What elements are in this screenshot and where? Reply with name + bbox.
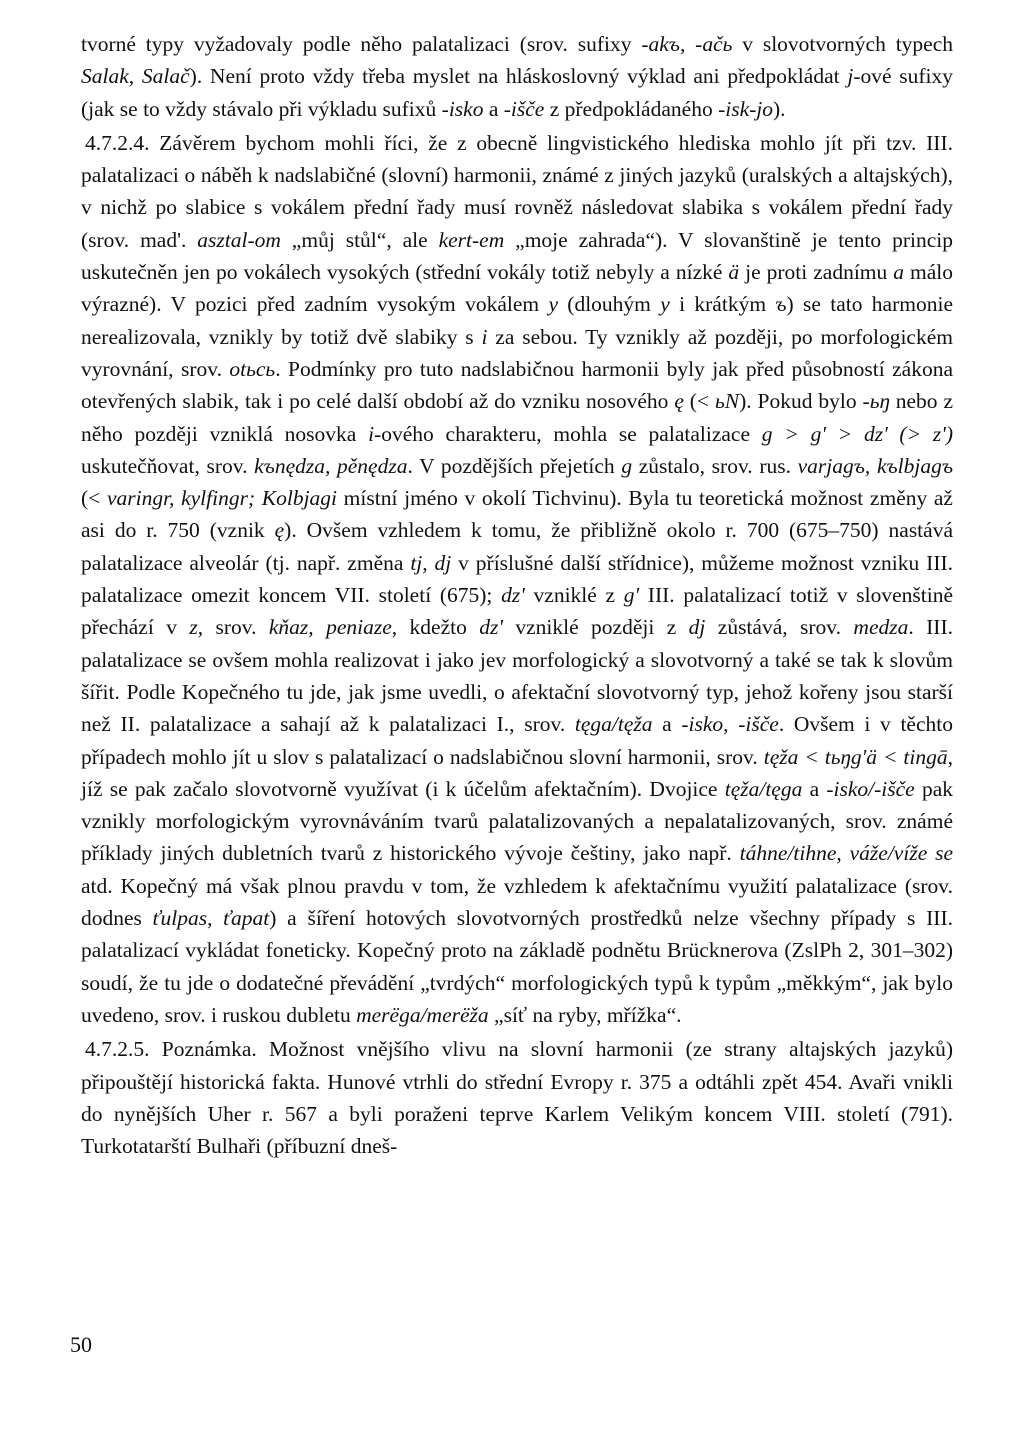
italic-term: ę [274,518,285,543]
italic-term: j [847,64,854,89]
italic-term: ťulpas, ťapat [152,906,270,931]
text-run: . Podmínky pro tuto nadslabičnou harmonii byly jak před působností zákona otevřených slabik, tak i po celé další období až do vzniku nosového [81,356,953,414]
italic-term: dj [688,615,706,640]
text-run: tvorné typy vyžadovaly podle něho palatalizaci (srov. sufixy [81,32,642,56]
italic-term: -isko [441,96,484,121]
italic-term: medza [853,615,909,640]
italic-term: tęža/tęga [724,776,803,801]
paragraph-4-7-2-5 [81,1033,953,1162]
text-run: uskutečňovat, srov. [81,453,255,478]
text-run: -ového charakteru, mohla se palatalizace [374,421,762,446]
text-run: a [652,712,682,737]
italic-term: ä [728,260,740,285]
text-run: ). Ovšem vzhledem k tomu, že přibližně okolo r. 700 (675–750) nastává palatalizace alveolár (tj. např. změna [81,518,953,575]
text-run: . Ovšem i v těchto případech mohlo jít u slov s palatalizací o nadslabičnou slovní harmonii, srov. [81,712,953,769]
text-run: i krátkým [669,292,776,317]
text-run: , jíž se pak začalo slovotvorně využívat (i k účelům afektačním). Dvojice [81,744,953,801]
italic-term: tęža < tьŋg'ä < tingā [763,744,948,769]
italic-term: tj, dj [410,550,452,575]
italic-term: g > g' > dz' (> z') [761,421,953,446]
italic-term: -isko/-išče [826,776,915,801]
text-run: „moje zahrada“). V slovanštině je tento princip uskutečněn jen po vokálech vysokých (střední vokály totiž nebyly a nízké [81,227,953,285]
text-run: (< [81,486,107,511]
text-run: (< [683,389,715,414]
text-run: málo výrazné). V pozici před zadním vysokým vokálem [81,260,953,317]
text-run: III. palatalizací totiž v slovenštině přechází v [81,583,954,640]
paragraph-4-7-2-4 [81,127,953,1031]
text-run: ). Pokud bylo [739,389,863,414]
page-number: 50 [70,1332,92,1357]
text-run: ) se tato harmonie nerealizovala, vznikly by totiž dvě slabiky s [81,292,953,349]
italic-term: Salak, Salač [81,64,190,89]
italic-term: asztal-om [197,227,281,252]
italic-term: y [548,292,558,317]
italic-term: táhne/tihne, váže/víže se [739,841,953,866]
italic-term: a [893,260,904,285]
text-run: atd. Kopečný má však plnou pravdu v tom, že vzhledem k afektačnímu využití palatalizace (srov. dodnes [81,873,953,931]
italic-term: g' [623,583,640,608]
text-run: a [483,96,504,121]
text-run: zůstalo, srov. rus. [632,453,798,478]
text-run: v příslušné další střídnice), můžeme možnost vzniku III. palatalizace omezit koncem VII. století (675); [81,550,954,608]
italic-term: ę [674,389,684,414]
text-run: za sebou. Ty vznikly až později, po morfologickém vyrovnání, srov. [81,324,953,381]
text-run: , srov. [197,615,269,640]
text-run: pak vznikly morfologickým vyrovnáváním tvarů palatalizovaných a nepalatalizovaných, srov. známé příklady jiných dubletních tvarů z historického vývoje češtiny, jako např. [81,776,953,866]
italic-term: dz' [501,583,525,608]
text-run: je proti zadnímu [739,260,894,285]
italic-term: z [189,615,198,640]
italic-term: kert-em [438,227,505,252]
italic-term: -akъ, -ačь [641,32,733,56]
text-run: ). [773,96,786,121]
text-run: v slovotvorných typech [732,32,954,56]
italic-term: otьcь [229,356,276,381]
italic-term: y [660,292,670,317]
italic-term: kъnędza, pěnędza [254,453,408,478]
italic-term: g [621,453,633,478]
text-run: 4.7.2.5. Poznámka. Možnost vnějšího vlivu na slovní harmonii (ze strany altajských jazyků) připouštějí historická fakta. Hunové vtrhli do střední Evropy r. 375 a odtáhli zpět 454. Avaři vnikli do nynějších Uher r. 567 a byli poraženi teprve Karlem Velikým koncem VIII. století (791). Turkotatarští Bulhaři (příbuzní dneš- [81,1037,953,1159]
italic-term: -išče [503,96,545,121]
italic-term: dz' [479,615,503,640]
italic-term: -ьŋ [862,389,890,414]
italic-term: ъ [775,292,787,317]
italic-term: kňaz, peniaze [268,615,392,640]
italic-term: merëga/merëža [356,1002,489,1027]
text-run: ). Není proto vždy třeba myslet na hláskoslovný výklad ani předpokládat [189,64,848,89]
italic-term: varingr, kylfingr; Kolbjagi [106,486,338,511]
italic-term: ьN [714,389,740,414]
italic-term: tęga/tęža [574,712,653,737]
text-run: vzniklé později z [502,615,689,640]
text-run: z předpokládaného [544,96,719,121]
italic-term: i [481,324,488,349]
text-run: , kdežto [391,615,480,640]
italic-term: varjagъ, kъlbjagъ [797,453,953,478]
text-run: vzniklé z [524,583,624,608]
text-run: nebo z něho později vzniklá nosovka [81,389,953,446]
text-run: -ové sufixy (jak se to vždy stávalo při výkladu sufixů [81,64,953,121]
text-run: 4.7.2.4. Závěrem bychom mohli říci, že z obecně lingvistického hlediska mohlo jít při tzv. III. palatalizaci o náběh k nadslabičné (slovní) harmonii, známé z jiných jazyků (uralských a altajských), v nichž po slabice s vokálem přední řady musí rovněž následovat slabika s vokálem přední řady (srov. mad'. [81,130,953,252]
italic-term: -isk-jo [718,96,774,121]
text-run: „můj stůl“, ale [280,227,439,252]
text-run: . V pozdějších přejetích [407,453,622,478]
text-run: ) a šíření hotových slovotvorných prostředků nelze všechny případy s III. palatalizací vykládat foneticky. Kopečný proto na základě podnětu Brücknerova (ZslPh 2, 301–302) soudí, že tu jde o dodatečné převádění „tvrdých“ morfologických typů k typům „měkkým“, jak bylo uvedeno, srov. i ruskou dubletu [81,906,953,1027]
italic-term: -isko, -išče [681,712,779,737]
text-run: místní jméno v okolí Tichvinu). Byla tu teoretická možnost změny až asi do r. 750 (vznik [81,486,953,543]
page-body [81,28,953,1162]
text-run: „síť na ryby, mřížka“. [488,1002,682,1027]
paragraph-intro [81,28,953,125]
text-run: . III. palatalizace se ovšem mohla realizovat i jako jev morfologický a slovotvorný a také se tak k slovům šířit. Podle Kopečného tu jde, jak jsme uvedli, o afektační slovotvorný typ, jehož kořeny jsou starší než II. palatalizace a sahají až k palatalizaci I., srov. [81,615,953,737]
italic-term: i [368,421,375,446]
text-run: a [802,776,827,801]
text-run: zůstává, srov. [705,615,854,640]
text-run: (dlouhým [557,292,661,317]
